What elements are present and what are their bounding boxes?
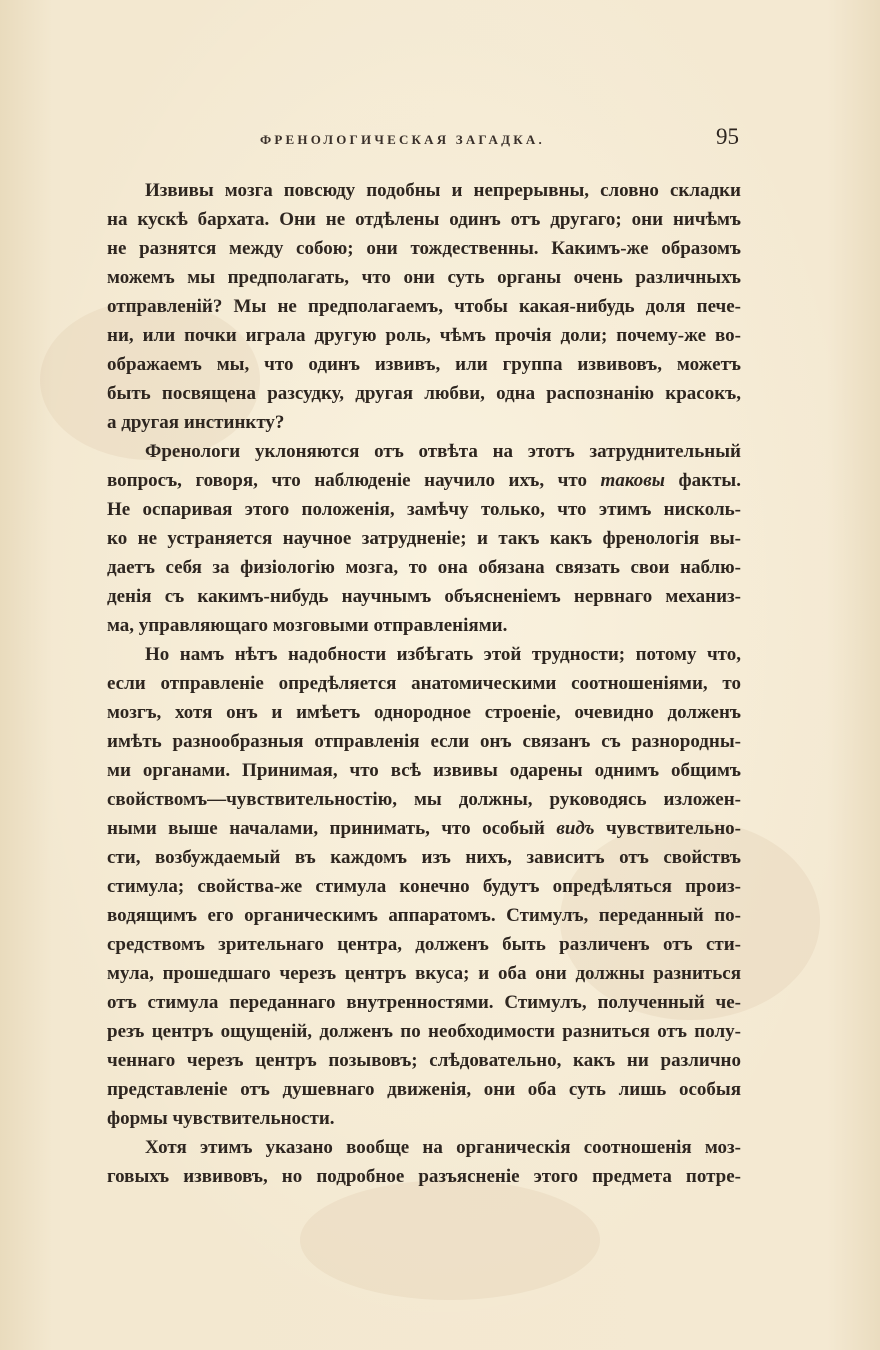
text-line: Но намъ нѣтъ надобности избѣгать этой трудности; потому что,: [145, 644, 741, 665]
emphasis: таковы: [600, 470, 665, 491]
text-line: сти, возбуждаемый въ каждомъ изъ нихъ, зависитъ отъ свойствъ: [107, 847, 741, 868]
text-line: если отправленіе опредѣляется анатомическими соотношеніями, то: [107, 673, 741, 694]
text-line: Френологи уклоняются отъ отвѣта на этотъ затруднительный: [145, 441, 741, 462]
text-line: не разнятся между собою; они тождественны. Какимъ-же образомъ: [107, 238, 741, 259]
text-line: говыхъ извивовъ, но подробное разъясненіе этого предмета потре-: [107, 1166, 741, 1187]
text-line: мула, прошедшаго черезъ центръ вкуса; и оба они должны разниться: [107, 963, 741, 984]
text-line: отъ стимула переданнаго внутренностями. Стимулъ, полученный че-: [107, 992, 741, 1013]
text-line: Не оспаривая этого положенія, замѣчу только, что этимъ нисколь-: [107, 499, 741, 520]
text-line: мозгъ, хотя онъ и имѣетъ однородное строеніе, очевидно долженъ: [107, 702, 741, 723]
text-line: Извивы мозга повсюду подобны и непрерывны, словно складки: [145, 180, 741, 201]
text-line: ни, или почки играла другую роль, чѣмъ прочія доли; почему-же во-: [107, 325, 741, 346]
text-line: отправленій? Мы не предполагаемъ, чтобы какая-нибудь доля пече-: [107, 296, 741, 317]
text-line: Хотя этимъ указано вообще на органическія соотношенія моз-: [145, 1137, 741, 1158]
text-line: свойствомъ—чувствительностію, мы должны, руководясь изложен-: [107, 789, 741, 810]
emphasis: видъ: [556, 818, 595, 839]
text-line: водящимъ его органическимъ аппаратомъ. Стимулъ, переданный по-: [107, 905, 741, 926]
page-number: 95: [716, 124, 739, 149]
text-line: быть посвящена разсудку, другая любви, одна распознанію красокъ,: [107, 383, 741, 404]
text-line: на кускѣ бархата. Они не отдѣлены одинъ отъ другаго; они ничѣмъ: [107, 209, 741, 230]
text-line: ко не устраняется научное затрудненіе; и такъ какъ френологія вы-: [107, 528, 741, 549]
text-line: резъ центръ ощущеній, долженъ по необходимости разниться отъ полу-: [107, 1021, 741, 1042]
text-line: ма, управляющаго мозговыми отправленіями.: [107, 615, 508, 636]
text-line: представленіе отъ душевнаго движенія, они оба суть лишь особыя: [107, 1079, 741, 1100]
text-line: ми органами. Принимая, что всѣ извивы одарены однимъ общимъ: [107, 760, 741, 781]
text-line: ображаемъ мы, что одинъ извивъ, или группа извивовъ, можетъ: [107, 354, 741, 375]
paper-stain: [300, 1180, 600, 1300]
text-line: средствомъ зрительнаго центра, долженъ быть различенъ отъ сти-: [107, 934, 741, 955]
text-line: вопросъ, говоря, что наблюденіе научило ихъ, что таковы факты.: [107, 470, 741, 491]
text-line: даетъ себя за физіологію мозга, то она обязана связать свои наблю-: [107, 557, 741, 578]
text-line: формы чувствительности.: [107, 1108, 335, 1129]
text-line: денія съ какимъ-нибудь научнымъ объясненіемъ нервнаго механиз-: [107, 586, 741, 607]
text-line: стимула; свойства-же стимула конечно будутъ опредѣляться произ-: [107, 876, 741, 897]
text-line: имѣть разнообразныя отправленія если онъ связанъ съ разнородны-: [107, 731, 741, 752]
text-line: ченнаго черезъ центръ позывовъ; слѣдовательно, какъ ни различно: [107, 1050, 741, 1071]
text-line: можемъ мы предполагать, что они суть органы очень различныхъ: [107, 267, 741, 288]
running-head: [107, 124, 741, 154]
text-line: а другая инстинкту?: [107, 412, 285, 433]
running-title: ФРЕНОЛОГИЧЕСКАЯ ЗАГАДКА.: [260, 132, 545, 147]
text-line: ными выше началами, принимать, что особый видъ чувствительно-: [107, 818, 741, 839]
text-body: [107, 176, 741, 1191]
